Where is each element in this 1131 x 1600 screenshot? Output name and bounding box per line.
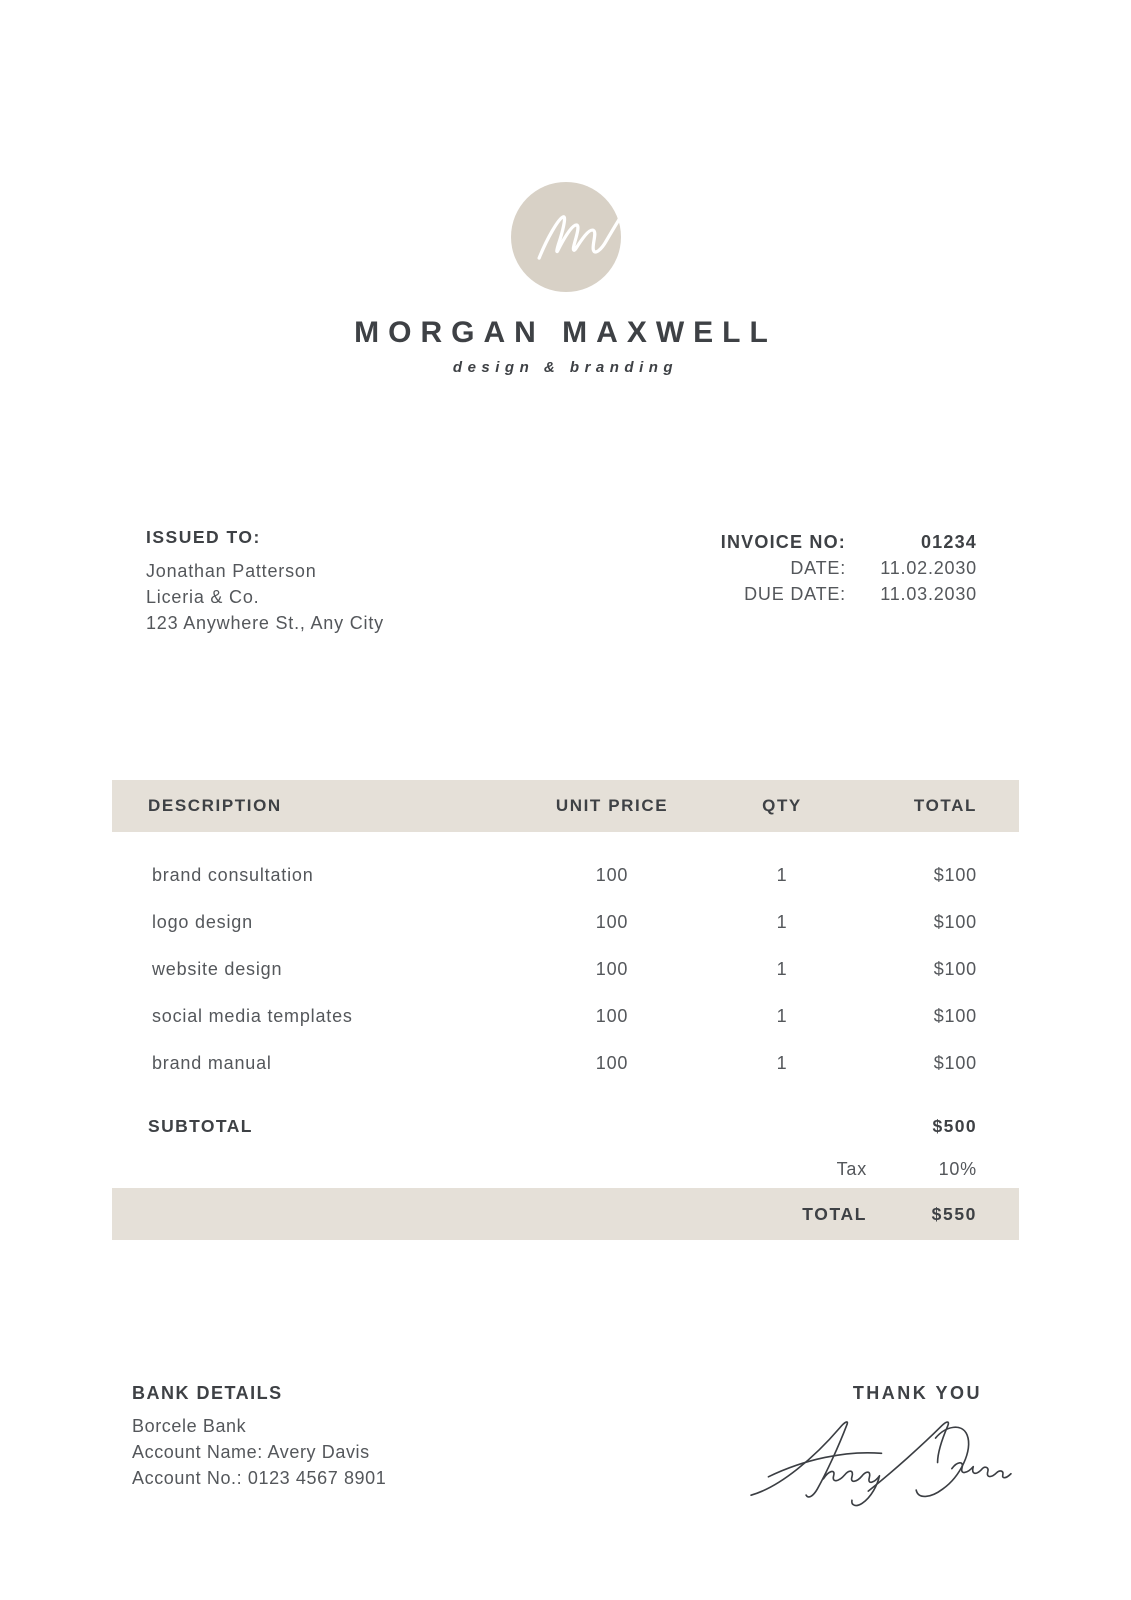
- item-description: social media templates: [152, 1006, 353, 1026]
- invoice-number-value: 01234: [920, 532, 977, 552]
- account-name: Account Name: Avery Davis: [132, 1442, 370, 1462]
- subtotal-label: SUBTOTAL: [148, 1116, 253, 1136]
- thank-you-label: THANK YOU: [852, 1383, 982, 1403]
- item-total: $100: [933, 1053, 977, 1073]
- table-row: [112, 1040, 1019, 1087]
- total-value: $550: [931, 1203, 977, 1224]
- invoice-meta-section: [721, 529, 977, 607]
- item-description: logo design: [152, 912, 253, 932]
- client-name: Jonathan Patterson: [146, 561, 317, 581]
- tax-row: [112, 1150, 1019, 1188]
- items-table: [112, 780, 1019, 1240]
- item-unit-price: 100: [595, 1006, 629, 1026]
- table-header-row: [112, 780, 1019, 832]
- subtotal-value: $500: [932, 1116, 977, 1136]
- total-label: TOTAL: [802, 1203, 867, 1224]
- brand-tagline: design & branding: [452, 359, 679, 376]
- invoice-number-label: INVOICE NO:: [720, 532, 846, 552]
- table-row: [112, 899, 1019, 946]
- col-header-qty: QTY: [762, 796, 802, 815]
- issued-to-label: ISSUED TO:: [146, 527, 261, 547]
- item-total: $100: [933, 1006, 977, 1026]
- brand-name: MORGAN MAXWELL: [354, 316, 777, 349]
- item-description: brand manual: [152, 1053, 272, 1073]
- total-row: [112, 1188, 1019, 1240]
- subtotal-row: [112, 1103, 1019, 1150]
- tax-label: Tax: [836, 1158, 867, 1179]
- item-unit-price: 100: [595, 865, 629, 885]
- account-number: Account No.: 0123 4567 8901: [132, 1468, 387, 1488]
- table-row: [112, 993, 1019, 1040]
- invoice-due-date-value: 11.03.2030: [880, 584, 977, 604]
- item-qty: 1: [776, 959, 788, 979]
- bank-name: Borcele Bank: [132, 1416, 247, 1436]
- table-row: [112, 852, 1019, 899]
- item-description: brand consultation: [152, 865, 314, 885]
- item-unit-price: 100: [595, 1053, 629, 1073]
- client-company: Liceria & Co.: [146, 587, 260, 607]
- signature: [748, 1413, 1013, 1508]
- item-qty: 1: [776, 1053, 788, 1073]
- monogram-m-icon: [518, 189, 614, 285]
- client-address: 123 Anywhere St., Any City: [146, 613, 384, 633]
- item-qty: 1: [776, 912, 788, 932]
- item-qty: 1: [776, 865, 788, 885]
- table-row: [112, 946, 1019, 993]
- invoice-date-label: DATE:: [790, 558, 846, 578]
- col-header-total: TOTAL: [913, 796, 977, 815]
- item-unit-price: 100: [595, 959, 629, 979]
- bank-details-heading: BANK DETAILS: [132, 1383, 283, 1403]
- item-total: $100: [933, 959, 977, 979]
- tax-value: 10%: [938, 1158, 977, 1179]
- item-total: $100: [933, 865, 977, 885]
- bank-details-section: [132, 1383, 386, 1491]
- item-total: $100: [933, 912, 977, 932]
- col-header-description: DESCRIPTION: [148, 796, 282, 815]
- issued-to-section: [146, 527, 384, 636]
- item-unit-price: 100: [595, 912, 629, 932]
- item-qty: 1: [776, 1006, 788, 1026]
- col-header-unit-price: UNIT PRICE: [555, 796, 669, 815]
- item-description: website design: [152, 959, 283, 979]
- signature-icon: [748, 1413, 1013, 1508]
- table-body: [112, 832, 1019, 1087]
- invoice-date-value: 11.02.2030: [880, 558, 977, 578]
- invoice-due-date-label: DUE DATE:: [744, 584, 846, 604]
- brand-header: [0, 182, 1131, 376]
- brand-logo: [511, 182, 621, 292]
